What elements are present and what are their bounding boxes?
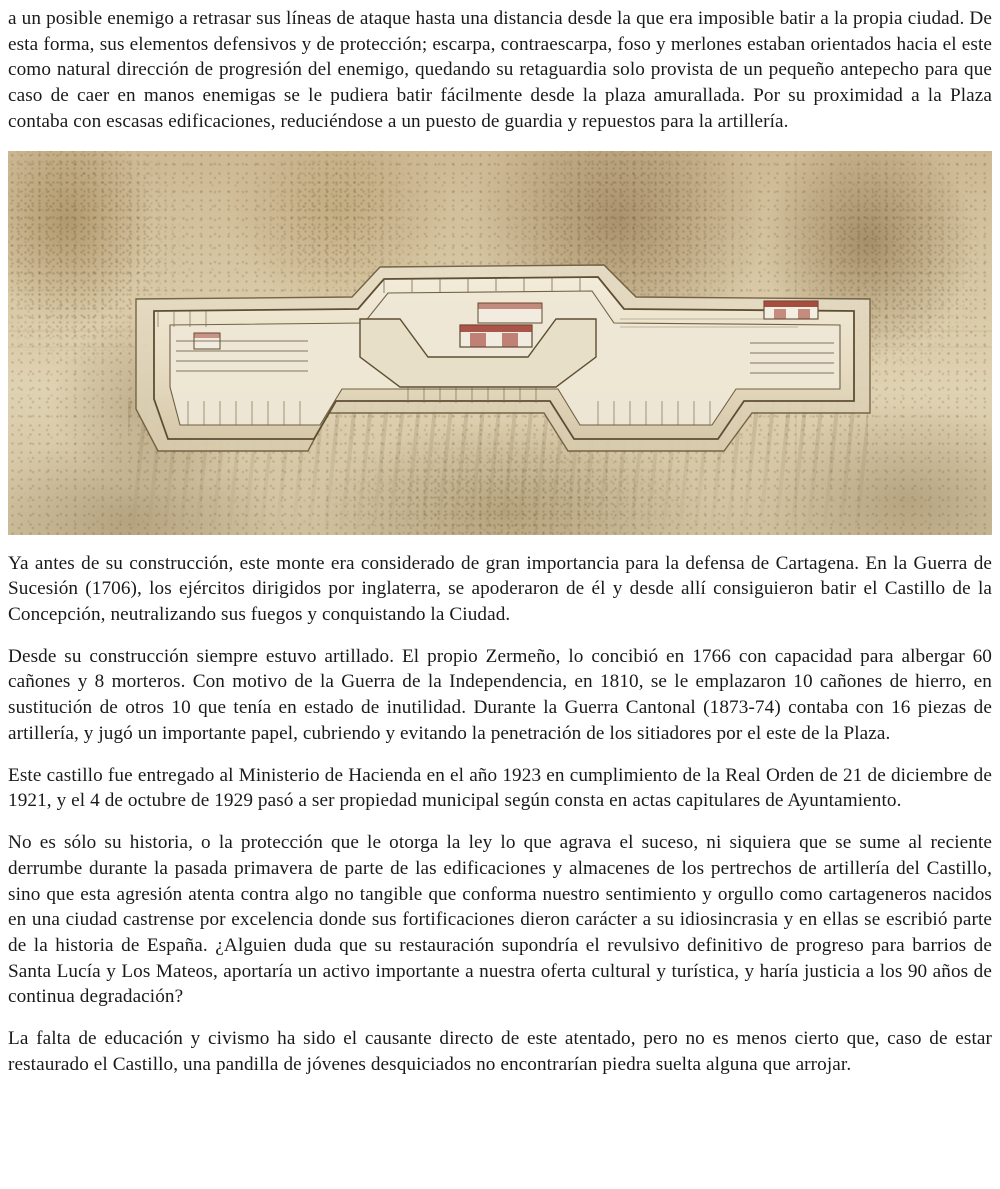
paragraph-1: a un posible enemigo a retrasar sus líneas de ataque hasta una distancia desde la que era imposible batir a la propia ciudad. De esta forma, sus elementos defensivos y de protección; escarpa, contraescarpa, foso y merlones estaban orientados hacia el este como natural dirección de progresión del enemigo, quedando su retaguardia solo provista de un pequeño antepecho para que caso de caer en manos enemigas se le pudiera batir fácilmente desde la plaza amurallada. Por su proximidad a la Plaza contaba con escasas edificaciones, reduciéndose a un puesto de guardia y repuestos para la artillería.	[8, 8, 992, 132]
castle-plan-image	[8, 151, 992, 535]
paragraph-6: La falta de educación y civismo ha sido el causante directo de este atentado, pero no es menos cierto que, caso de estar restaurado el Castillo, una pandilla de jóvenes desquiciados no encontrarían piedra suelta alguna que arrojar.	[8, 1028, 992, 1075]
paragraph-3: Desde su construcción siempre estuvo artillado. El propio Zermeño, lo concibió en 1766 con capacidad para albergar 60 cañones y 8 morteros. Con motivo de la Guerra de la Independencia, en 1810, se le emplazaron 10 cañones de hierro, en sustitución de otros 10 que tenía en estado de inutilidad. Durante la Guerra Cantonal (1873-74) contaba con 16 piezas de artillería, y jugó un importante papel, cubriendo y evitando la penetración de los sitiadores por el este de la Plaza.	[8, 645, 992, 744]
paragraph-2: Ya antes de su construcción, este monte era considerado de gran importancia para la defensa de Cartagena. En la Guerra de Sucesión (1706), los ejércitos dirigidos por inglaterra, se apoderaron de él y desde allí consiguieron batir el Castillo de la Concepción, neutralizando sus fuegos y conquistando la Ciudad.	[8, 552, 992, 626]
fortification-plan-drawing	[8, 151, 992, 535]
paragraph-4: Este castillo fue entregado al Ministerio de Hacienda en el año 1923 en cumplimiento de la Real Orden de 21 de diciembre de 1921, y el 4 de octubre de 1929 pasó a ser propiedad municipal según consta en actas capitulares de Ayuntamiento.	[8, 764, 992, 812]
east-flank-buildings	[764, 301, 818, 319]
castle-plan-figure	[8, 151, 992, 535]
paragraph-5: No es sólo su historia, o la protección que le otorga la ley lo que agrava el suceso, ni siquiera que se sume al reciente derrumbe durante la pasada primavera de parte de las edificaciones y almacenes de los pertrechos de artillería del Castillo, sino que esta agresión atenta contra algo no tangible que conforma nuestro sentimiento y orgullo como cartageneros nacidos en una ciudad castrense por excelencia donde sus fortificaciones dieron carácter a su idiosincrasia y en ellas se escribió parte de la historia de España. ¿Alguien duda que su restauración supondría el revulsivo definitivo de progreso para barrios de Santa Lucía y Los Mateos, aportaría un activo importante a nuestra oferta cultural y turística, y haría justicia a los 90 años de continua degradación?	[8, 832, 992, 1008]
